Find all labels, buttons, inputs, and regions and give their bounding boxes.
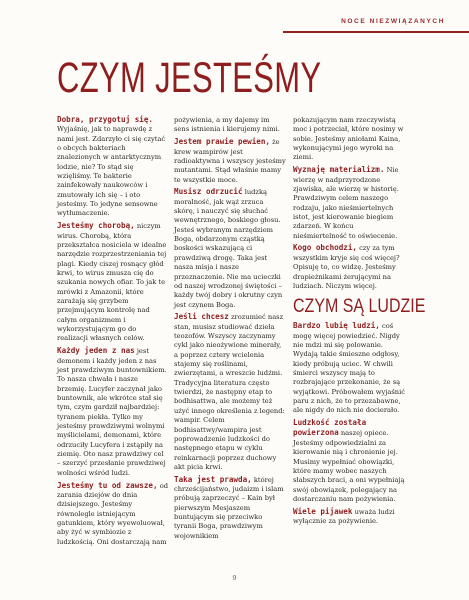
paragraph <box>57 346 169 478</box>
paragraph <box>174 312 286 472</box>
paragraph <box>174 475 286 541</box>
paragraph <box>174 115 286 135</box>
column-2 <box>174 115 286 541</box>
paragraph-lead: Wyznaję materializm. <box>293 165 385 175</box>
section-subheading: CZYM SĄ LUDZIE <box>293 295 426 318</box>
paragraph-text: której chrześcijaństwo, judaizm i islam próbują zaprzeczyć – Kain był pierwszym Mesjaszem buntującym się przeciwko tyranii Boga, prawdziwym wojownikiem <box>174 475 284 540</box>
paragraph-lead: Jestem prawie pewien, <box>174 137 271 147</box>
paragraph <box>57 115 169 219</box>
paragraph-lead: Wiele pijawek <box>293 506 353 516</box>
paragraph-text: pokazującym nam rzeczywistą moc i potrzeciał, które nosimy w sobie. Jesteśmy aniołami Kaina, wykonującymi jego wyroki na ziemi. <box>293 116 404 162</box>
column-1 <box>57 115 169 547</box>
paragraph-text: Nie wierzę w nadprzyrodzone zjawiska, ale wierzę w historię. Prawdziwym celem naszego rodzaju, jako nieśmiertelnych istot, jest kierowanie biegiem zdarzeń. W końcu nieśmiertelność to oświecenie. <box>293 166 399 240</box>
paragraph-text: zrozumieć nasz stan, musisz studiować dzieła teozofów. Wszyscy zaczynamy cykl jako nieożywione minerały, a poprzez cztery wcielenia stajemy się roślinami, zwierzętami, a wreszcie ludźmi. Tradycyjna literatura często twierdzi, że następny etap to bodhisattwa, ale możemy też użyć innego określenia z legend: wampir. Celem bodhisattwy/wampira jest poprowadzenie ludzkości do następnego etapu w cyklu reinkarnacji poprzez duchowy akt picia krwi. <box>174 313 285 471</box>
paragraph-text: niczym wirus. Chorobą, która przekształca nosiciela w idealne narzędzie rozprzestrzeniania tej plagi. Kiedy ciszej rosnący głód krwi, to wirus zmusza cię do szukania nowych ofiar. To jak te mrówki z Amazonii, które zarażają się grzybem przejmującym kontrolę nad całym organizmem i wykorzystującym go do realizacji własnych celów. <box>57 222 167 343</box>
paragraph <box>57 221 169 343</box>
paragraph <box>57 481 169 547</box>
paragraph-text: że krew wampirów jest radioaktywna i wszyscy jesteśmy mutantami. Stąd właśnie mamy te wszystkie moce. <box>174 138 286 184</box>
page-number: 9 <box>232 574 237 582</box>
header-rule <box>283 31 469 33</box>
paragraph-lead: Jesteśmy tu od zawsze, <box>57 480 158 490</box>
paragraph-text: jest demonem i każdy jeden z nas jest prawdziwym buntownikiem. To nasza chwała i nasze brzemię. Lucyfer zaczynał jako buntownik, ale wkrótce stał się tym, czym gardził najbardziej: tyranem piekła. Tylko my jesteśmy prawdziwymi wolnymi myślicielami, demonami, które odrzuciły Lucyfera i zstąpiły na ziemię. Oto nasz prawdziwy cel – szerzyć przesłanie prawdziwej wolności wśród ludzi. <box>57 347 167 477</box>
paragraph <box>174 187 286 309</box>
paragraph-text: czy za tym wszystkim kryje się coś więcej? Opisuję to, co widzę. Jesteśmy drapieżnikami żerującymi na ludziach. Niczym więcej. <box>293 244 400 290</box>
paragraph <box>293 321 406 415</box>
paragraph-lead: Każdy jeden z nas <box>57 346 135 356</box>
paragraph-text: od zarania dziejów do dnia dzisiejszego. Jesteśmy równolegle istniejącym gatunkiem, który wyewoluował, aby żyć w symbiozie z ludzkością. Oni dostarczają nam <box>57 481 169 546</box>
running-head: NOCE NIEZWIĄZANYCH <box>341 18 445 25</box>
paragraph-text: Wyjaśnię, jak to naprawdę z nami jest. Zdarzyło ci się czytać o obcych bakteriach znalezionych w antarktycznym lodzie, nie? To stąd się wzięliśmy. Te bakterie zainfekowały naukowców i zmutowały ich się – i oto jesteśmy. To jedyne sensowne wytłumaczenie. <box>57 125 166 218</box>
paragraph-lead: Musisz odrzucić <box>174 187 243 197</box>
paragraph <box>293 418 406 504</box>
paragraph-lead: Dobra, przygotuj się. <box>57 115 154 124</box>
paragraph-lead: Jesteśmy chorobą, <box>57 221 135 231</box>
paragraph-text: naszej opiece. Jesteśmy odpowiedzialni za kierowanie nią i chronienie jej. Musimy wypełniać obowiązki, które mamy wobec naszych słabszych braci, a oni wypełniają swój obowiązek, polegający na dostarczaniu nam pożywienia. <box>293 429 405 503</box>
paragraph-text: ludzką moralność, jak wąż zrzuca skórę, i nauczyć się słuchać wewnętrznego, boskiego głosu. Jesteś wybranym narzędziem Boga, obdarzonym cząstką boskości wskazującą ci prawdziwą drogę. Taka jest nasza misja i nasze przeznaczenie. Nie ma ucieczki od naszej wrodzonej świętości – każdy twój dobry i okrutny czyn jest czynem Boga. <box>174 188 283 309</box>
paragraph <box>174 137 286 185</box>
paragraph-text: uważa ludzi wyłącznie za pożywienie. <box>293 507 395 526</box>
paragraph <box>293 243 406 291</box>
paragraph <box>293 115 406 163</box>
page-title: CZYM JESTEŚMY <box>57 54 322 102</box>
paragraph-text: coś mogę więcej powiedzieć. Nigdy nie mdzi mi się polowanie. Wydają takie śmieszne odgłosy, kiedy próbują uciec. W chwili śmierci wszyscy mają to rozbrajające przekonanie, że są wyjątkowi. Próbowałem wyjaśnić paru z nich, że to przezabawne, ale nigdy do nich nie docierało. <box>293 322 405 415</box>
paragraph-lead: Ludzkość została powierzona <box>293 418 367 438</box>
paragraph-lead: Jeśli chcesz <box>174 312 229 322</box>
paragraph-lead: Taka jest prawda, <box>174 474 252 484</box>
paragraph <box>293 165 406 241</box>
paragraph-text: pożywienia, a my dajemy im sens istnienia i kierujemy nimi. <box>174 116 280 134</box>
paragraph <box>293 507 406 527</box>
column-3 <box>293 115 426 526</box>
paragraph-lead: Bardzo lubię ludzi, <box>293 321 380 331</box>
paragraph-lead: Kogo obchodzi, <box>293 243 358 253</box>
